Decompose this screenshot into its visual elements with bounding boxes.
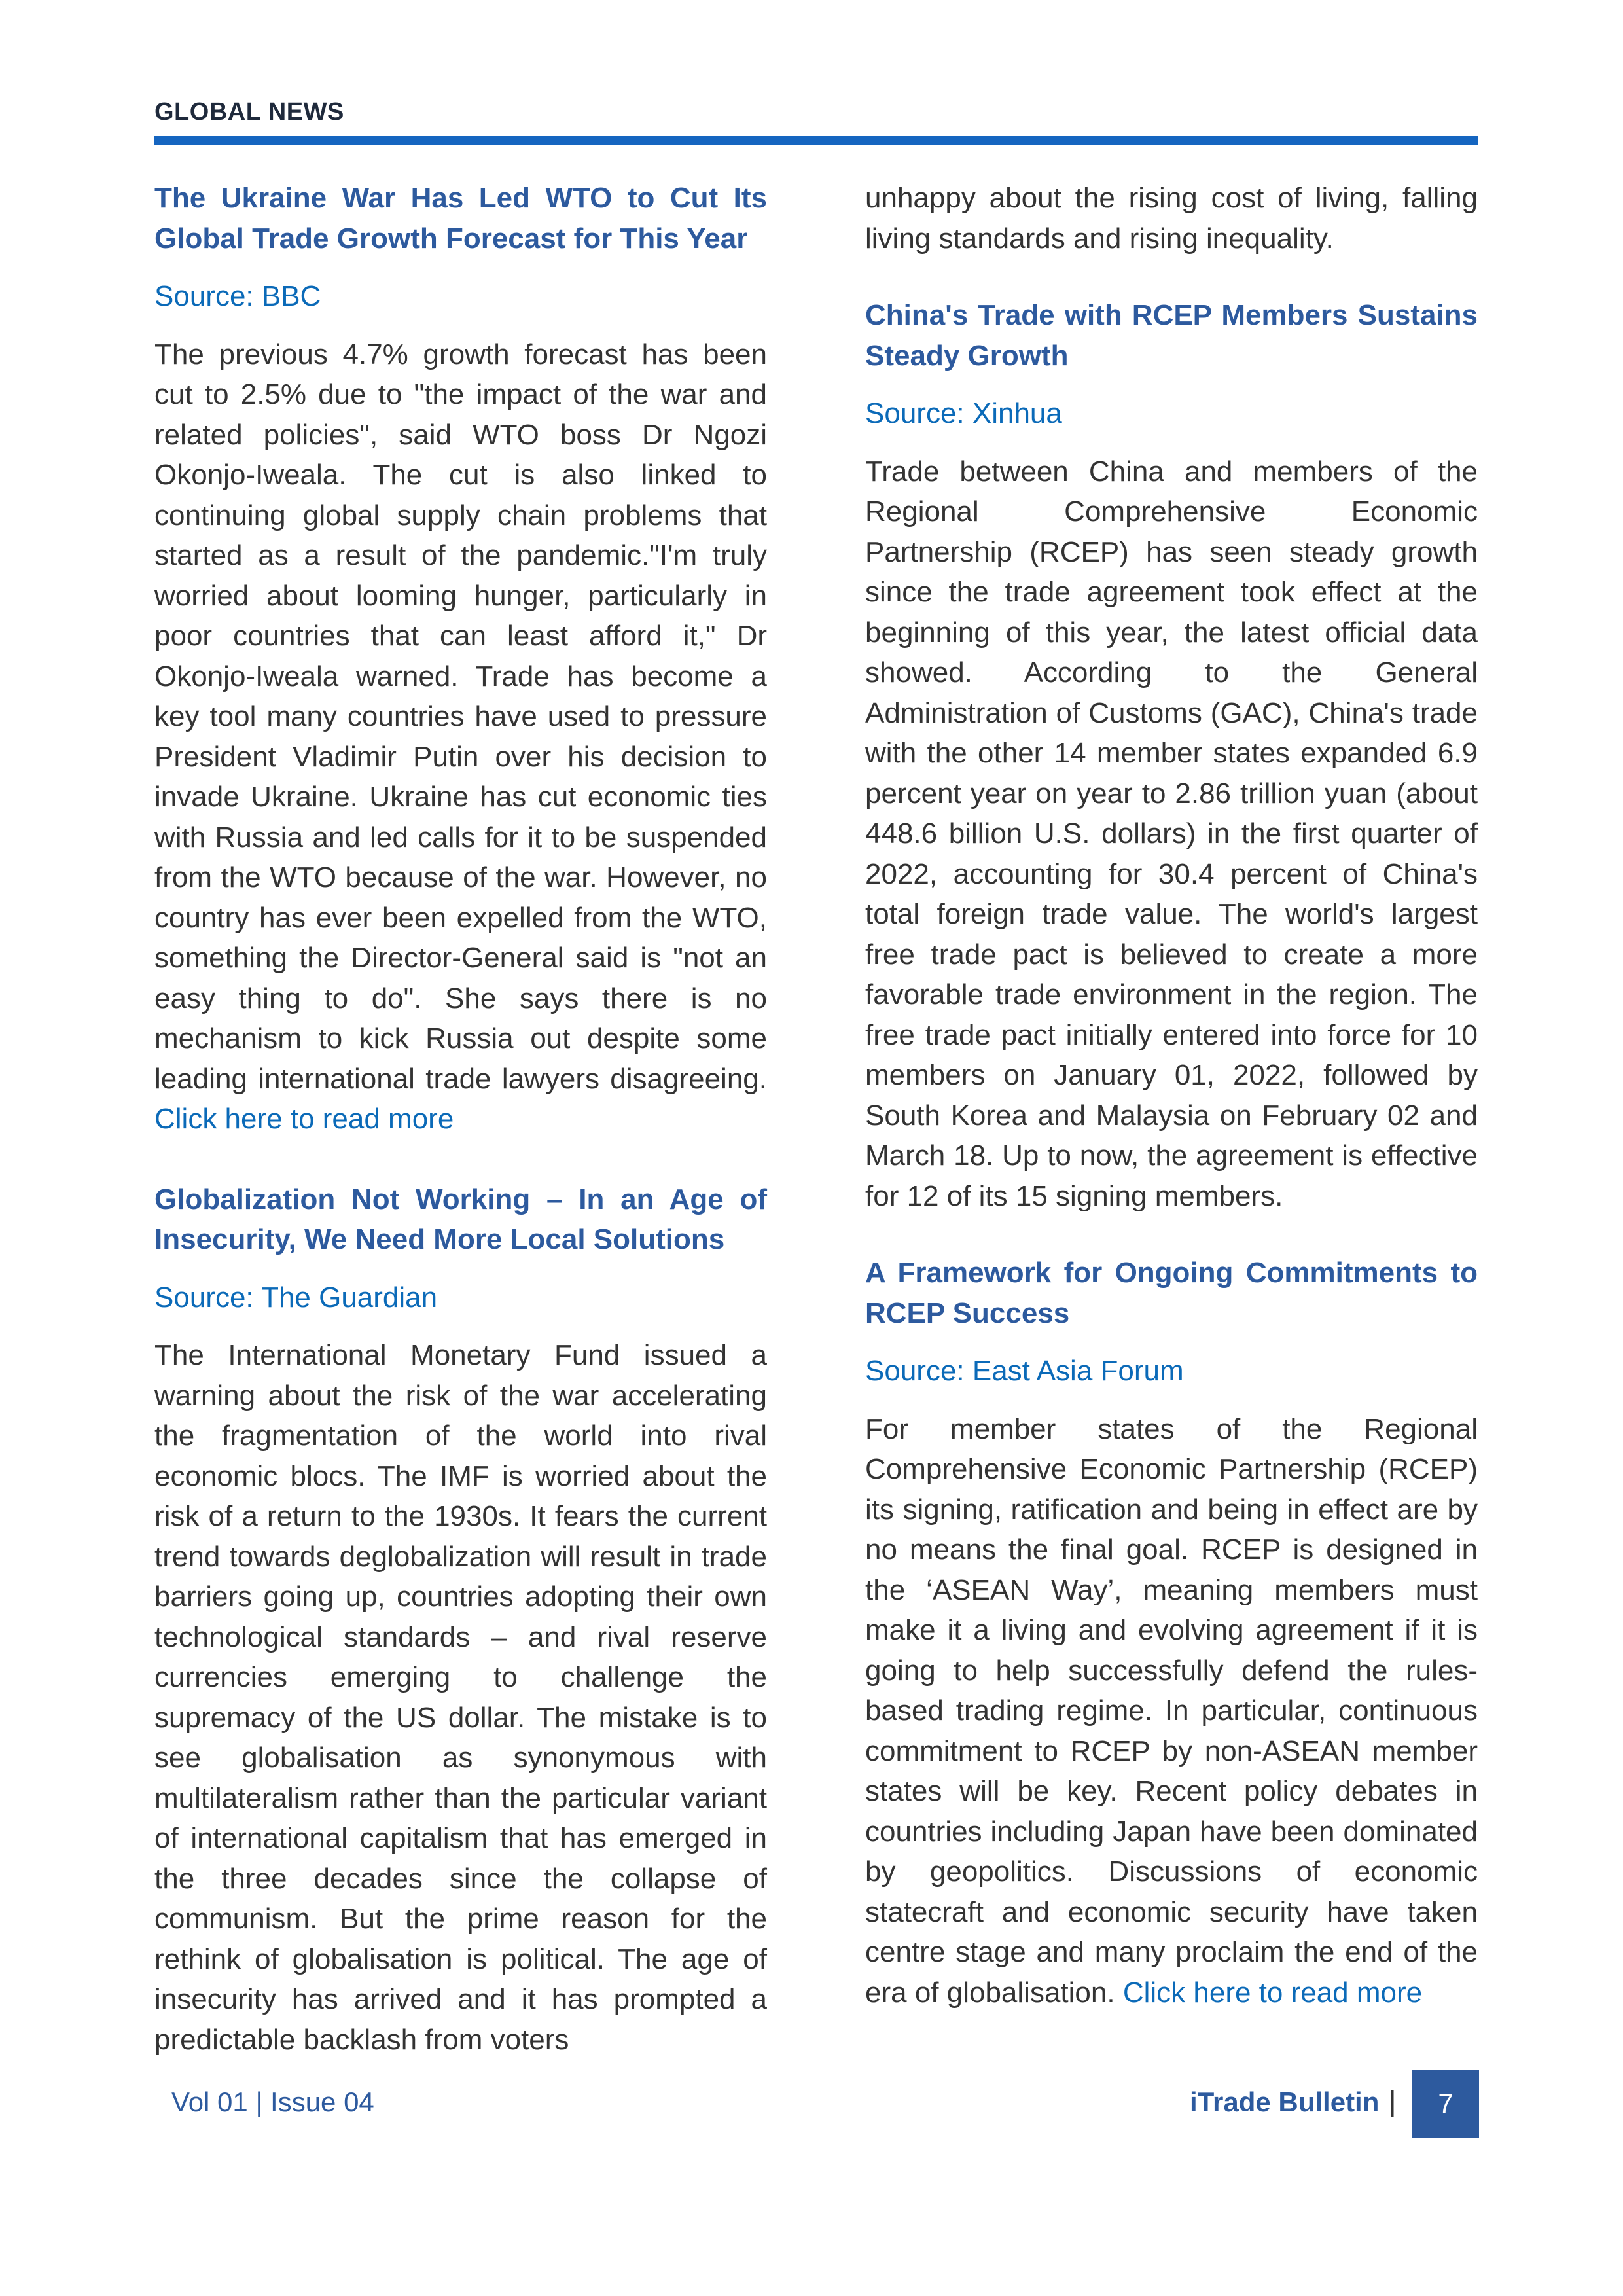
article-3-source: Source: Xinhua xyxy=(865,397,1062,429)
footer-brand: iTrade Bulletin xyxy=(1190,2087,1380,2117)
article-1-body-text: The previous 4.7% growth forecast has been cut to 2.5% due to "the impact of the war and related policies", said WTO boss Dr Ngozi Okonjo-Iweala. The cut is also linked to continuing global supply chain problems that started as a result of the pandemic."I'm truly worried about looming hunger, particularly in poor countries that can least afford it," Dr Okonjo-Iweala warned. Trade has become a key tool many countries have used to pressure President Vladimir Putin over his decision to invade Ukraine. Ukraine has cut economic ties with Russia and led calls for it to be suspended from the WTO because of the war. However, no country has ever been expelled from the WTO, something the Director-General said is "not an easy thing to do". She says there is no mechanism to kick Russia out despite some leading international trade lawyers disagreeing. xyxy=(154,338,767,1095)
article-2-headline: Globalization Not Working – In an Age of Insecurity, We Need More Local Solutions xyxy=(154,1183,767,1255)
page-number: 7 xyxy=(1438,2088,1454,2119)
article-4-source: Source: East Asia Forum xyxy=(865,1355,1184,1387)
article-1-read-more-link[interactable]: Click here to read more xyxy=(154,1103,454,1135)
article-2-body-part2: unhappy about the rising cost of living, falling living standards and rising inequality. xyxy=(865,182,1478,255)
article-3-body: Trade between China and members of the Regional Comprehensive Economic Partnership (RCEP) has seen steady growth since the trade agreement took effect at the beginning of this year, the latest official data showed. According to the General Administration of Customs (GAC), China's trade with the other 14 member states expanded 6.9 percent year on year to 2.86 trillion yuan (about 448.6 billion U.S. dollars) in the first quarter of 2022, accounting for 30.4 percent of China's total foreign trade value. The world's largest free trade pact is believed to create a more favorable trade environment in the region. The free trade pact initially entered into force for 10 members on January 01, 2022, followed by South Korea and Malaysia on February 02 and March 18. Up to now, the agreement is effective for 12 of its 15 signing members. xyxy=(865,455,1478,1212)
article-4-body xyxy=(865,1409,1478,2013)
article-1-headline: The Ukraine War Has Led WTO to Cut Its Global Trade Growth Forecast for This Year xyxy=(154,182,767,255)
article-3-headline: China's Trade with RCEP Members Sustains Steady Growth xyxy=(865,299,1478,372)
article-1-body xyxy=(154,334,767,1139)
article-1-source: Source: BBC xyxy=(154,280,321,312)
header-rule xyxy=(154,136,1478,145)
article-2-body-part1: The International Monetary Fund issued a warning about the risk of the war accelerating the fragmentation of the world into rival economic blocs. The IMF is worried about the risk of a return to the 1930s. It fears the current trend towards deglobalization will result in trade barriers going up, countries adopting their own technological standards – and rival reserve currencies emerging to challenge the supremacy of the US dollar. The mistake is to see globalisation as synonymous with multilateralism rather than the particular variant of international capitalism that has emerged in the three decades since the collapse of communism. But the prime reason for the rethink of globalisation is political. The age of insecurity has arrived and it has prompted a predictable backlash from voters xyxy=(154,1339,767,2056)
footer-separator: | xyxy=(1389,2085,1397,2117)
footer-volume: Vol 01 | Issue 04 xyxy=(171,2087,374,2117)
page-number-badge xyxy=(1412,2070,1479,2138)
section-label: GLOBAL NEWS xyxy=(154,98,344,126)
article-4-read-more-link[interactable]: Click here to read more xyxy=(1122,1976,1423,2009)
right-column xyxy=(865,178,1478,2013)
article-4-headline: A Framework for Ongoing Commitments to RCEP Success xyxy=(865,1257,1478,1329)
left-column xyxy=(154,178,767,2060)
article-4-body-text: For member states of the Regional Comprehensive Economic Partnership (RCEP) its signing, ratification and being in effect are by no means the final goal. RCEP is designed in the ‘ASEAN Way’, meaning members must make it a living and evolving agreement if it is going to help successfully defend the rules-based trading regime. In particular, continuous commitment to RCEP by non-ASEAN member states will be key. Recent policy debates in countries including Japan have been dominated by geopolitics. Discussions of economic statecraft and economic security have taken centre stage and many proclaim the end of the era of globalisation. xyxy=(865,1412,1478,2009)
article-2-source: Source: The Guardian xyxy=(154,1281,438,1314)
